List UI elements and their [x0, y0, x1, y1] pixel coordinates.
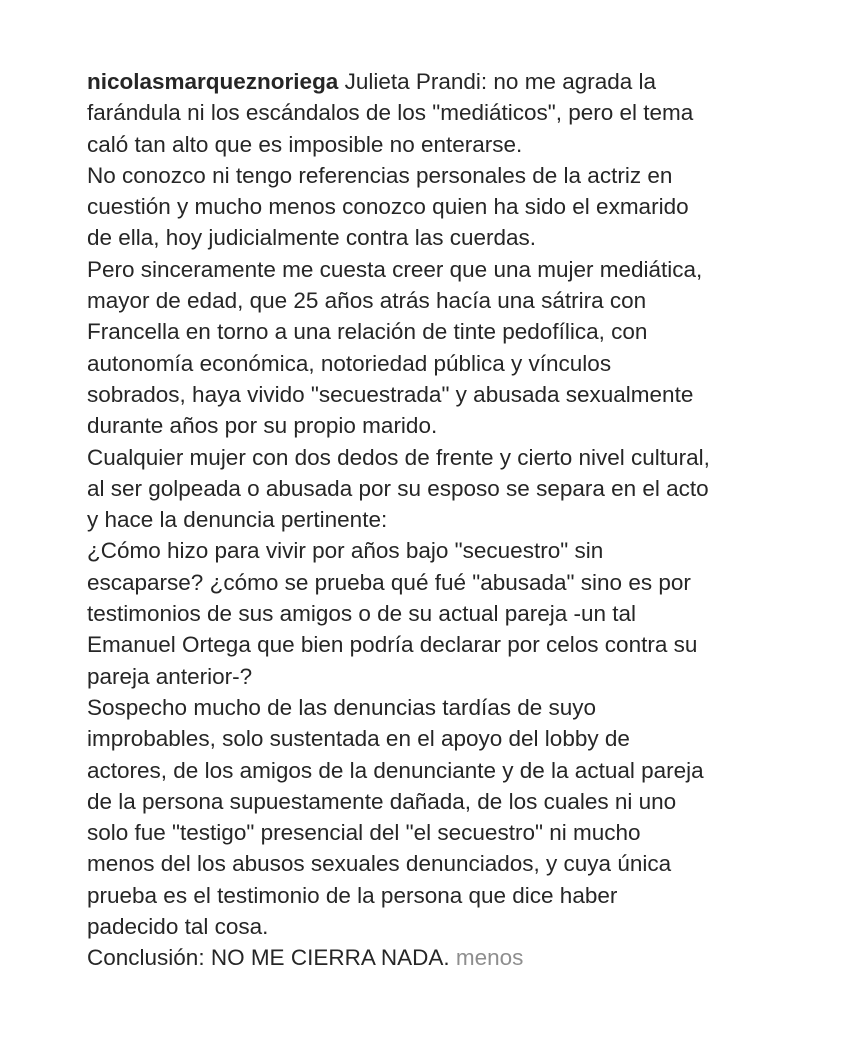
- caption-line: y hace la denuncia pertinente:: [87, 507, 388, 533]
- caption-line: improbables, solo sustentada en el apoyo del lobby de: [87, 726, 630, 752]
- caption-line: Francella en torno a una relación de tinte pedofílica, con: [87, 319, 648, 345]
- caption-line: menos del los abusos sexuales denunciados, y cuya única: [87, 851, 672, 877]
- caption-line: Pero sinceramente me cuesta creer que una mujer mediática,: [87, 256, 703, 282]
- caption-line: padecido tal cosa.: [87, 914, 269, 940]
- caption-line: cuestión y mucho menos conozco quien ha sido el exmarido: [87, 194, 689, 220]
- caption-line: caló tan alto que es imposible no enterarse.: [87, 131, 523, 157]
- username-link[interactable]: nicolasmarqueznoriega: [87, 69, 339, 94]
- caption-line: autonomía económica, notoriedad pública y vínculos: [87, 350, 612, 376]
- caption-last-line: [87, 942, 787, 973]
- caption-line: Cualquier mujer con dos dedos de frente y cierto nivel cultural,: [87, 444, 710, 470]
- caption-line: al ser golpeada o abusada por su esposo se separa en el acto: [87, 475, 709, 501]
- caption-line: ¿Cómo hizo para vivir por años bajo "secuestro" sin: [87, 538, 604, 564]
- caption-line: prueba es el testimonio de la persona que dice haber: [87, 882, 618, 908]
- less-button[interactable]: menos: [455, 945, 524, 971]
- post-caption: [87, 66, 787, 974]
- caption-line: sobrados, haya vivido "secuestrada" y abusada sexualmente: [87, 381, 694, 407]
- caption-line: farándula ni los escándalos de los "mediáticos", pero el tema: [87, 100, 694, 126]
- caption-line: No conozco ni tengo referencias personales de la actriz en: [87, 162, 673, 188]
- caption-line: solo fue "testigo" presencial del "el secuestro" ni mucho: [87, 820, 641, 846]
- caption-line: pareja anterior-?: [87, 663, 253, 689]
- caption-line: durante años por su propio marido.: [87, 413, 438, 439]
- caption-line: escaparse? ¿cómo se prueba qué fué "abusada" sino es por: [87, 569, 691, 595]
- caption-first-line: [87, 66, 787, 97]
- caption-line: mayor de edad, que 25 años atrás hacía una sátrira con: [87, 288, 647, 314]
- caption-text: Conclusión: NO ME CIERRA NADA.: [87, 945, 450, 971]
- caption-line: Emanuel Ortega que bien podría declarar por celos contra su: [87, 632, 698, 658]
- caption-line: de ella, hoy judicialmente contra las cuerdas.: [87, 225, 537, 251]
- caption-text: Julieta Prandi: no me agrada la: [338, 69, 657, 94]
- caption-line: testimonios de sus amigos o de su actual pareja -un tal: [87, 601, 637, 627]
- caption-line: de la persona supuestamente dañada, de los cuales ni uno: [87, 788, 677, 814]
- caption-line: Sospecho mucho de las denuncias tardías de suyo: [87, 694, 597, 720]
- caption-line: actores, de los amigos de la denunciante y de la actual pareja: [87, 757, 704, 783]
